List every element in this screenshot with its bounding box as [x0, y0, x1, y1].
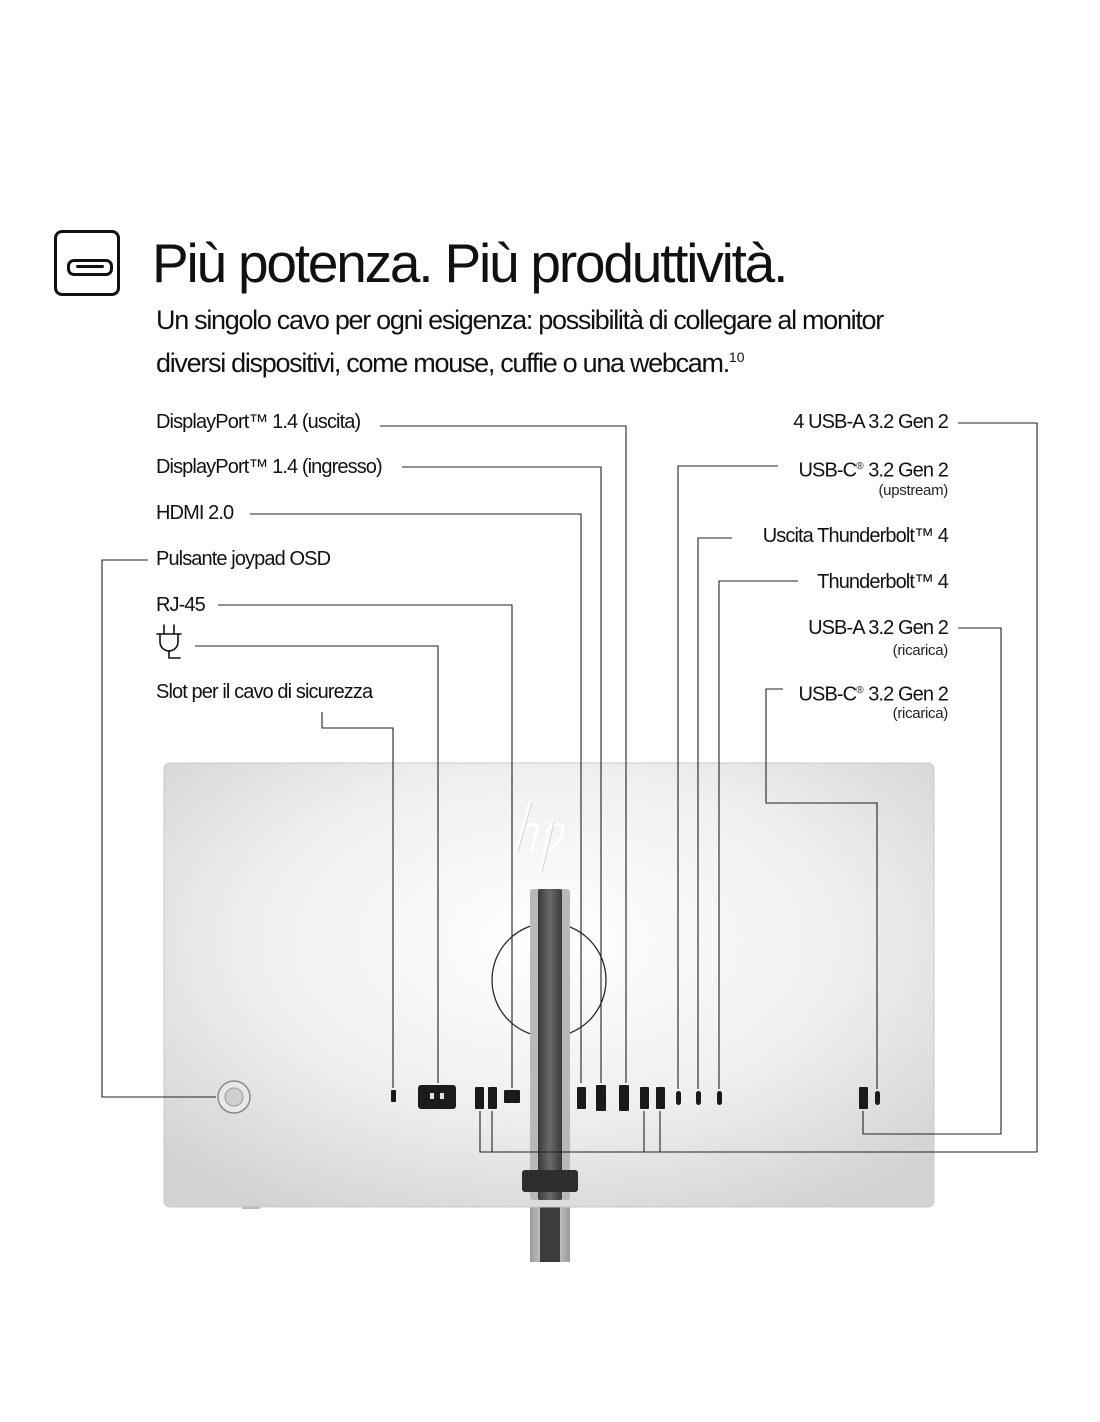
label-joypad: Pulsante joypad OSD [156, 548, 331, 570]
label-usbc-upstream-note: (upstream) [878, 482, 948, 499]
monitor-foot-tab [242, 1206, 260, 1209]
usb-a-port-1 [475, 1087, 484, 1109]
registered-mark: ® [856, 685, 864, 696]
label-thunderbolt: Thunderbolt™ 4 [817, 571, 948, 593]
footnote-ref: 10 [728, 349, 745, 365]
label-thunderbolt-out: Uscita Thunderbolt™ 4 [762, 525, 948, 547]
label-usbc-charge-text: USB-C [798, 683, 857, 706]
hdmi-port [577, 1087, 586, 1109]
label-usba-4: 4 USB-A 3.2 Gen 2 [793, 411, 948, 433]
stand-pillar-core [538, 889, 562, 1200]
thunderbolt-out-port [696, 1091, 701, 1105]
usb-c-upstream-port [676, 1091, 681, 1105]
label-usba-charge: USB-A 3.2 Gen 2 [808, 617, 948, 639]
usb-a-port-3 [640, 1087, 649, 1109]
label-security-slot: Slot per il cavo di sicurezza [156, 681, 373, 703]
usb-a-port-4 [656, 1087, 665, 1109]
subtitle-line-1: Un singolo cavo per ogni esigenza: possibilità di collegare al monitor [156, 305, 883, 335]
stand-neck-core [540, 1200, 560, 1262]
label-usbc-upstream-spec: 3.2 Gen 2 [863, 459, 948, 482]
label-hdmi: HDMI 2.0 [156, 502, 234, 524]
label-displayport-in: DisplayPort™ 1.4 (ingresso) [156, 456, 382, 478]
page-title: Più potenza. Più produttività. [152, 232, 787, 294]
usb-a-port-2 [488, 1087, 497, 1109]
subtitle-line-2: diversi dispositivi, come mouse, cuffie o una webcam. [156, 348, 729, 378]
usb-c-charge-port [875, 1091, 880, 1105]
thunderbolt-port [717, 1091, 722, 1105]
stand-collar [522, 1170, 578, 1192]
label-rj45: RJ-45 [156, 594, 205, 616]
label-usba-charge-note: (ricarica) [892, 642, 948, 659]
displayport-out-port [619, 1085, 629, 1111]
displayport-in-port [596, 1085, 606, 1111]
label-usbc-charge-spec: 3.2 Gen 2 [863, 683, 948, 706]
security-slot [391, 1090, 396, 1102]
registered-mark: ® [856, 461, 864, 472]
usb-a-charge-port [859, 1087, 868, 1109]
label-usbc-upstream-text: USB-C [798, 459, 857, 482]
power-inlet [418, 1085, 456, 1109]
label-displayport-out: DisplayPort™ 1.4 (uscita) [156, 411, 361, 433]
rj45-port [504, 1090, 520, 1103]
label-usbc-charge-note: (ricarica) [892, 705, 948, 722]
